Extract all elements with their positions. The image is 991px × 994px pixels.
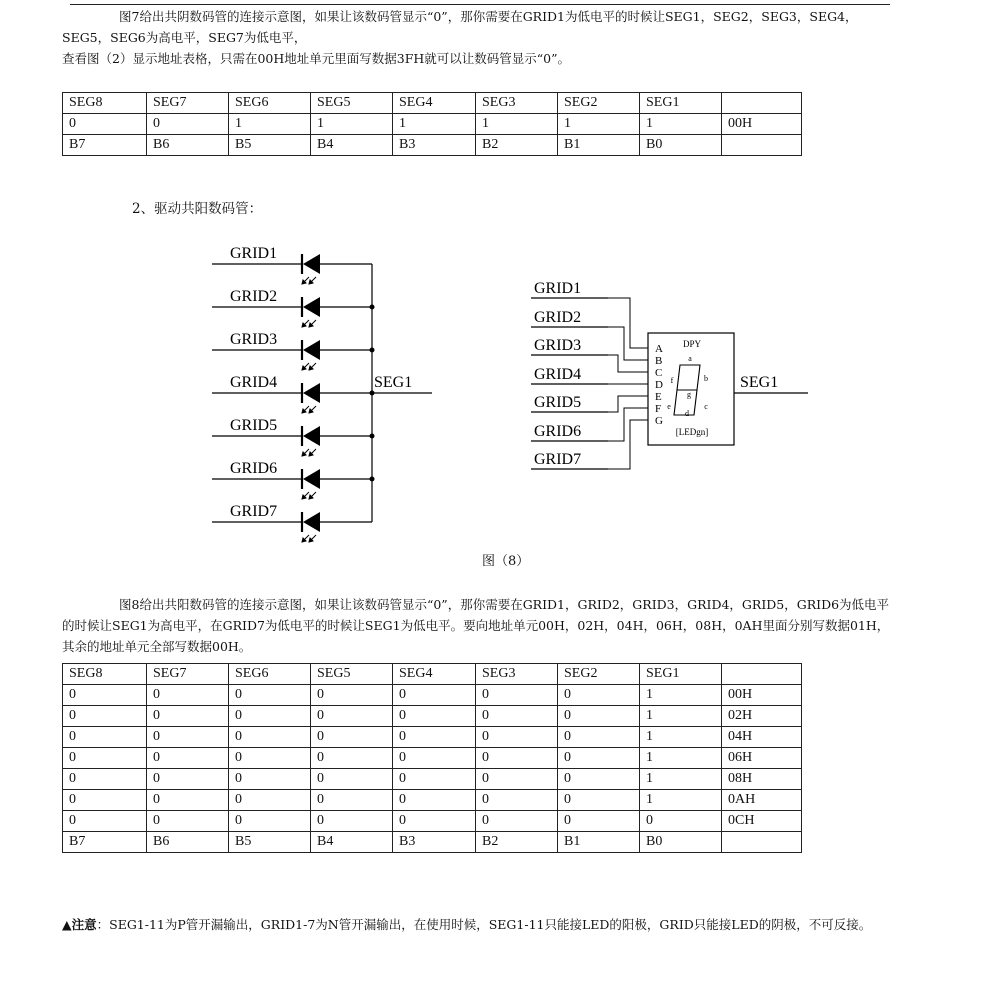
table-cell: 1 (640, 114, 722, 135)
emission-arrows-icon (302, 449, 316, 456)
table-cell: SEG1 (640, 93, 722, 114)
table-cell: 0 (311, 769, 393, 790)
table-cell: 0 (229, 706, 311, 727)
intro-paragraph: 图7给出共阴数码管的连接示意图，如果让该数码管显示“0”，那你需要在GRID1为低电平的时候让SEG1，SEG2，SEG3，SEG4，SEG5，SEG6为高电平，SEG7为低电平， (62, 9, 858, 45)
table-cell: SEG3 (476, 664, 558, 685)
table-cell: 0 (476, 685, 558, 706)
table-cell: 08H (722, 769, 802, 790)
segment-label: g (687, 390, 691, 399)
table-cell: SEG6 (229, 93, 311, 114)
intro-paragraph-2: 查看图（2）显示地址表格，只需在00H地址单元里面写数据3FH就可以让数码管显示“0”。 (62, 51, 571, 66)
table-cell: 06H (722, 748, 802, 769)
led-icon (302, 254, 320, 274)
table-cell: 0 (147, 114, 229, 135)
grid-label: GRID5 (230, 417, 278, 434)
table-cell: 0 (311, 685, 393, 706)
grid-label: GRID3 (230, 331, 278, 348)
note-marker: ▲注意 (62, 917, 97, 932)
table-row (63, 685, 802, 706)
table-cell: 0 (63, 114, 147, 135)
table-cell: SEG5 (311, 664, 393, 685)
table-cell: 0 (393, 727, 476, 748)
table-cell: 0 (476, 790, 558, 811)
grid-label: GRID6 (534, 423, 582, 440)
table-cell (722, 832, 802, 853)
table-cell: 0 (558, 790, 640, 811)
led-icon (302, 297, 320, 317)
table-row (63, 706, 802, 727)
display-pin-wire (608, 396, 648, 412)
table-row (63, 748, 802, 769)
table-cell: B3 (393, 135, 476, 156)
seg-label: SEG1 (740, 374, 779, 391)
table-cell: B2 (476, 135, 558, 156)
table-cell: 0 (476, 748, 558, 769)
table-cell: 02H (722, 706, 802, 727)
table-cell: 0 (229, 790, 311, 811)
table-cell: 0 (147, 748, 229, 769)
table-cell (722, 93, 802, 114)
table-cell: 0 (147, 769, 229, 790)
segment-label: e (667, 402, 671, 411)
display-block (531, 280, 808, 469)
grid-label: GRID2 (230, 288, 278, 305)
table-cell: SEG8 (63, 93, 147, 114)
table-cell (722, 135, 802, 156)
table-cell: 0 (229, 769, 311, 790)
table-cell: 1 (640, 706, 722, 727)
table-cell: 0 (229, 811, 311, 832)
table-cell: 0 (558, 727, 640, 748)
table-header-row (63, 93, 802, 114)
table-cell: B6 (147, 135, 229, 156)
grid-label: GRID3 (534, 337, 582, 354)
emission-arrows-icon (302, 277, 316, 284)
table-cell: SEG2 (558, 664, 640, 685)
note (62, 914, 902, 936)
table-cell: 0 (393, 790, 476, 811)
led-icon (302, 512, 320, 532)
table-cell: B7 (63, 832, 147, 853)
table-cell: 0 (558, 748, 640, 769)
led-icon (302, 469, 320, 489)
emission-arrows-icon (302, 535, 316, 542)
table-cell: 0 (558, 769, 640, 790)
table-cell: 0 (147, 790, 229, 811)
table-cell: 1 (640, 790, 722, 811)
table-cell: B4 (311, 135, 393, 156)
section-title: 2、驱动共阳数码管： (132, 201, 263, 217)
display-pin-label: C (655, 367, 663, 379)
segment-label: c (704, 402, 708, 411)
table-row (63, 727, 802, 748)
table-cell: 0 (63, 790, 147, 811)
address-table-anode (62, 663, 802, 853)
segment-label: a (688, 354, 692, 363)
table-cell: 0 (476, 706, 558, 727)
table-cell: 0 (63, 685, 147, 706)
table-cell: 0 (311, 748, 393, 769)
table-cell: 0 (147, 727, 229, 748)
table-cell: 0 (311, 790, 393, 811)
table-cell: B0 (640, 135, 722, 156)
table-cell: SEG4 (393, 93, 476, 114)
segment-label: f (670, 376, 674, 385)
address-table-cathode (62, 92, 802, 156)
table-cell: 1 (640, 727, 722, 748)
table-cell: 1 (476, 114, 558, 135)
table-cell: 0 (229, 685, 311, 706)
display-pin-label: B (655, 355, 663, 367)
table-cell: SEG5 (311, 93, 393, 114)
grid-label: GRID2 (534, 309, 582, 326)
table-cell: 0 (393, 769, 476, 790)
segment-label: d (685, 409, 689, 418)
table-cell: 00H (722, 114, 802, 135)
display-part-label: [LEDgn] (675, 427, 709, 437)
table-cell: 1 (640, 685, 722, 706)
table-cell (722, 664, 802, 685)
display-pin-wire (608, 408, 648, 441)
grid-label: GRID5 (534, 394, 582, 411)
table-row (63, 769, 802, 790)
table-cell: 04H (722, 727, 802, 748)
table-cell: 0 (476, 811, 558, 832)
table-cell: SEG4 (393, 664, 476, 685)
led-array (212, 245, 432, 542)
grid-label: GRID4 (534, 366, 582, 383)
table-row (63, 811, 802, 832)
led-icon (302, 340, 320, 360)
table-cell: 1 (558, 114, 640, 135)
table-cell: 1 (640, 769, 722, 790)
emission-arrows-icon (302, 320, 316, 327)
display-pin-wire (608, 355, 648, 372)
table-cell: SEG6 (229, 664, 311, 685)
display-pin-wire (608, 420, 648, 469)
table-cell: B3 (393, 832, 476, 853)
table-cell: 0 (63, 748, 147, 769)
table-cell: 0 (229, 727, 311, 748)
table-row (63, 832, 802, 853)
table-cell: 00H (722, 685, 802, 706)
grid-label: GRID7 (230, 503, 278, 520)
display-title: DPY (682, 339, 702, 349)
figure-caption: 图（8） (482, 554, 530, 569)
table-cell: B0 (640, 832, 722, 853)
grid-label: GRID1 (534, 280, 582, 297)
table-cell: SEG2 (558, 93, 640, 114)
display-pin-label: D (655, 379, 663, 391)
table-cell: 0CH (722, 811, 802, 832)
display-pin-label: E (655, 391, 662, 403)
table-cell: 0 (558, 706, 640, 727)
table-cell: B7 (63, 135, 147, 156)
table-cell: SEG3 (476, 93, 558, 114)
table-header-row (63, 664, 802, 685)
table-cell: B5 (229, 832, 311, 853)
fig8-paragraph: 图8给出共阳数码管的连接示意图，如果让该数码管显示“0”，那你需要在GRID1，GRID2，GRID3，GRID4，GRID5，GRID6为低电平的时候让SEG1为高电平，在GRID7为低电平的时候让SEG1为低电平。要向地址单元00H，02H，04H，06H，08H，0AH里面分别写数据01H，其余的地址单元全部写数据00H。 (62, 597, 890, 654)
led-icon (302, 383, 320, 403)
table-cell: 0 (311, 706, 393, 727)
segment-label: b (704, 374, 708, 383)
table-cell: 0 (476, 769, 558, 790)
display-pin-label: F (655, 403, 662, 415)
table-cell: B5 (229, 135, 311, 156)
seg-label: SEG1 (374, 374, 413, 391)
table-cell: 0 (476, 727, 558, 748)
top-rule (70, 4, 890, 5)
table-cell: 0AH (722, 790, 802, 811)
table-cell: B2 (476, 832, 558, 853)
table-cell: 0 (393, 811, 476, 832)
table-cell: SEG1 (640, 664, 722, 685)
table-cell: 0 (558, 811, 640, 832)
table-cell: 0 (229, 748, 311, 769)
note-text: ：SEG1-11为P管开漏输出，GRID1-7为N管开漏输出，在使用时候，SEG1-11只能接LED的阳极，GRID只能接LED的阴极，不可反接。 (96, 917, 872, 932)
table-cell: 1 (229, 114, 311, 135)
table-cell: 0 (147, 706, 229, 727)
display-pin-wire (608, 298, 648, 348)
display-pin-label: G (655, 415, 663, 427)
table-cell: SEG7 (147, 93, 229, 114)
table-cell: 1 (311, 114, 393, 135)
table-row (63, 790, 802, 811)
table-cell: SEG7 (147, 664, 229, 685)
table-cell: 0 (311, 811, 393, 832)
led-icon (302, 426, 320, 446)
display-pin-label: A (655, 343, 663, 355)
table-cell: 0 (63, 769, 147, 790)
emission-arrows-icon (302, 363, 316, 370)
table-cell: B1 (558, 135, 640, 156)
table-cell: 0 (393, 685, 476, 706)
table-cell: 0 (393, 748, 476, 769)
table-cell: 0 (147, 811, 229, 832)
table-row (63, 114, 802, 135)
common-anode-diagram (0, 230, 991, 550)
table-cell: 0 (63, 727, 147, 748)
table-cell: 0 (311, 727, 393, 748)
emission-arrows-icon (302, 406, 316, 413)
table-cell: 0 (393, 706, 476, 727)
table-cell: 0 (63, 706, 147, 727)
grid-label: GRID1 (230, 245, 278, 262)
table-cell: B4 (311, 832, 393, 853)
table-cell: 0 (63, 811, 147, 832)
grid-label: GRID7 (534, 451, 582, 468)
table-cell: 0 (147, 685, 229, 706)
table-cell: 0 (558, 685, 640, 706)
table-cell: 0 (640, 811, 722, 832)
grid-label: GRID6 (230, 460, 278, 477)
grid-label: GRID4 (230, 374, 278, 391)
table-cell: 1 (640, 748, 722, 769)
table-cell: SEG8 (63, 664, 147, 685)
table-cell: 1 (393, 114, 476, 135)
emission-arrows-icon (302, 492, 316, 499)
table-cell: B6 (147, 832, 229, 853)
table-cell: B1 (558, 832, 640, 853)
table-row (63, 135, 802, 156)
